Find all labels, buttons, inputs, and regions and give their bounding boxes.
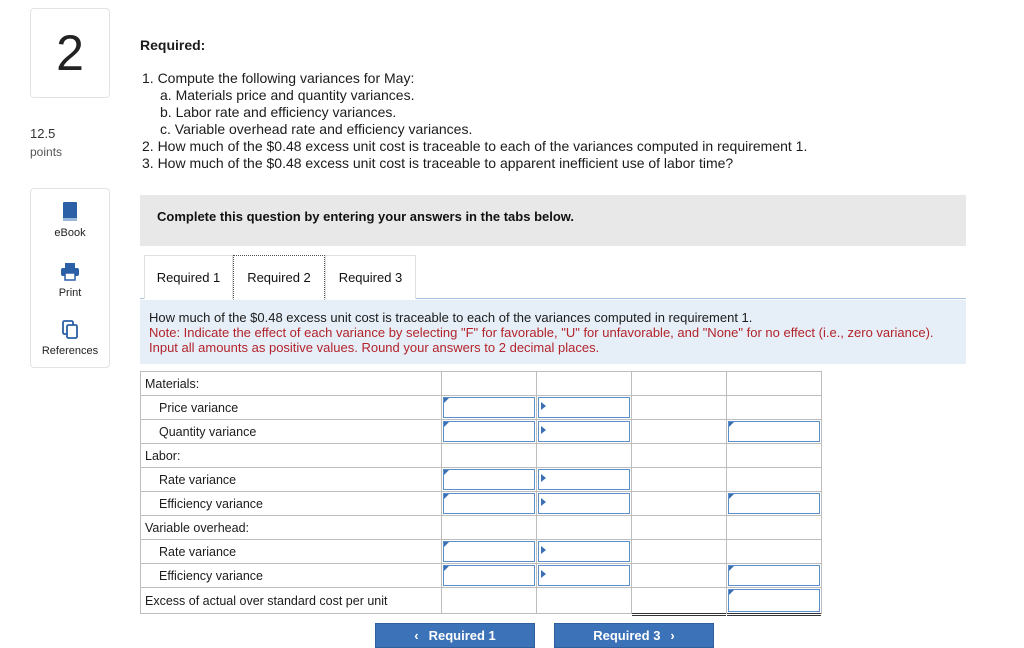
cell-marker <box>444 494 449 499</box>
empty-cell <box>632 564 727 588</box>
double-underline <box>632 613 726 616</box>
tab-required-3[interactable]: Required 3 <box>325 255 416 299</box>
empty-cell <box>727 372 822 396</box>
ebook-button[interactable] <box>31 201 109 239</box>
effect-cell <box>537 564 632 588</box>
cell-marker <box>444 422 449 427</box>
overhead-total-input[interactable] <box>728 565 820 586</box>
points-box <box>30 125 62 161</box>
prev-tab-label: Required 1 <box>428 628 496 643</box>
total-underline-cell <box>632 588 727 614</box>
materials-price-effect-select[interactable] <box>538 397 630 418</box>
cell-marker <box>444 470 449 475</box>
amount-cell <box>442 396 537 420</box>
instructions-banner: Complete this question by entering your answers in the tabs below. <box>140 195 966 246</box>
table-row <box>141 420 822 444</box>
cell-marker <box>729 566 734 571</box>
empty-cell <box>537 588 632 614</box>
empty-cell <box>537 444 632 468</box>
effect-cell <box>537 420 632 444</box>
table-row <box>141 444 822 468</box>
row-label: Rate variance <box>141 540 442 564</box>
cell-marker <box>729 422 734 427</box>
double-underline <box>727 613 821 616</box>
chevron-right-icon: › <box>670 628 675 643</box>
required-list <box>142 70 807 172</box>
row-label: Excess of actual over standard cost per unit <box>141 588 442 614</box>
materials-price-amount-input[interactable] <box>443 397 535 418</box>
cell-marker <box>729 494 734 499</box>
overhead-efficiency-amount-input[interactable] <box>443 565 535 586</box>
empty-cell <box>632 516 727 540</box>
subtotal-cell <box>727 420 822 444</box>
excess-cost-total-input[interactable] <box>728 589 820 612</box>
table-row <box>141 540 822 564</box>
next-tab-button[interactable] <box>554 623 714 648</box>
references-label: References <box>41 345 99 357</box>
empty-cell <box>632 540 727 564</box>
row-label: Variable overhead: <box>141 516 442 540</box>
next-tab-label: Required 3 <box>593 628 661 643</box>
empty-cell <box>727 516 822 540</box>
amount-cell <box>442 540 537 564</box>
required-item: 2. How much of the $0.48 excess unit cost is traceable to each of the variances computed in requirement 1. <box>142 138 808 154</box>
tools-panel <box>30 188 110 368</box>
row-label: Efficiency variance <box>141 492 442 516</box>
materials-total-input[interactable] <box>728 421 820 442</box>
amount-cell <box>442 468 537 492</box>
cell-marker <box>444 398 449 403</box>
empty-cell <box>537 516 632 540</box>
empty-cell <box>442 444 537 468</box>
labor-efficiency-effect-select[interactable] <box>538 493 630 514</box>
subtotal-cell <box>727 492 822 516</box>
cell-marker <box>444 566 449 571</box>
effect-cell <box>537 396 632 420</box>
cell-marker <box>444 542 449 547</box>
empty-cell <box>537 372 632 396</box>
instruction-note: Note: Indicate the effect of each variance by selecting "F" for favorable, "U" for unfavorable, and "None" for no effect (i.e., zero variance). Input all amounts as positive values. Round your answers to 2 decimal places. <box>149 325 934 355</box>
print-label: Print <box>58 287 82 299</box>
points-value: 12.5 <box>30 126 56 141</box>
chevron-left-icon: ‹ <box>414 628 419 643</box>
empty-cell <box>727 468 822 492</box>
subtotal-cell <box>727 564 822 588</box>
table-row <box>141 468 822 492</box>
empty-cell <box>632 396 727 420</box>
materials-quantity-effect-select[interactable] <box>538 421 630 442</box>
print-button[interactable] <box>31 261 109 299</box>
required-subitem: b. Labor rate and efficiency variances. <box>160 104 397 120</box>
required-subitem: c. Variable overhead rate and efficiency variances. <box>160 121 473 137</box>
row-label: Materials: <box>141 372 442 396</box>
table-row <box>141 372 822 396</box>
effect-cell <box>537 468 632 492</box>
materials-quantity-amount-input[interactable] <box>443 421 535 442</box>
table-row <box>141 396 822 420</box>
row-label: Efficiency variance <box>141 564 442 588</box>
question-number: 2 <box>30 8 110 98</box>
labor-rate-amount-input[interactable] <box>443 469 535 490</box>
empty-cell <box>442 588 537 614</box>
amount-cell <box>442 492 537 516</box>
empty-cell <box>727 396 822 420</box>
row-label: Rate variance <box>141 468 442 492</box>
labor-total-input[interactable] <box>728 493 820 514</box>
amount-cell <box>442 564 537 588</box>
tab-bar <box>140 255 966 299</box>
tab-required-2[interactable]: Required 2 <box>233 255 325 300</box>
row-label: Quantity variance <box>141 420 442 444</box>
row-label: Price variance <box>141 396 442 420</box>
instruction-panel <box>140 300 966 364</box>
instruction-question: How much of the $0.48 excess unit cost is traceable to each of the variances computed in requirement 1. <box>149 310 753 325</box>
amount-cell <box>442 420 537 444</box>
cell-marker <box>729 590 734 595</box>
empty-cell <box>727 444 822 468</box>
empty-cell <box>632 372 727 396</box>
empty-cell <box>632 468 727 492</box>
table-row <box>141 516 822 540</box>
table-row <box>141 588 822 614</box>
overhead-rate-amount-input[interactable] <box>443 541 535 562</box>
printer-icon <box>60 261 80 283</box>
required-item: 1. Compute the following variances for May: <box>142 70 415 86</box>
empty-cell <box>442 516 537 540</box>
empty-cell <box>632 492 727 516</box>
row-label: Labor: <box>141 444 442 468</box>
empty-cell <box>632 420 727 444</box>
prev-tab-button[interactable] <box>375 623 535 648</box>
labor-efficiency-amount-input[interactable] <box>443 493 535 514</box>
overhead-efficiency-effect-select[interactable] <box>538 565 630 586</box>
ebook-label: eBook <box>54 227 86 239</box>
table-row <box>141 564 822 588</box>
tab-required-1[interactable]: Required 1 <box>144 255 233 299</box>
copy-icon <box>61 319 79 341</box>
book-icon <box>61 201 79 223</box>
required-subitem: a. Materials price and quantity variances. <box>160 87 415 103</box>
variance-table <box>140 371 822 614</box>
effect-cell <box>537 540 632 564</box>
required-item: 3. How much of the $0.48 excess unit cost is traceable to apparent inefficient use of labor time? <box>142 155 734 171</box>
table-row <box>141 492 822 516</box>
effect-cell <box>537 492 632 516</box>
points-label: points <box>30 145 63 159</box>
required-heading: Required: <box>140 37 206 53</box>
empty-cell <box>632 444 727 468</box>
labor-rate-effect-select[interactable] <box>538 469 630 490</box>
empty-cell <box>442 372 537 396</box>
total-cell <box>727 588 822 614</box>
references-button[interactable] <box>31 319 109 357</box>
overhead-rate-effect-select[interactable] <box>538 541 630 562</box>
empty-cell <box>727 540 822 564</box>
